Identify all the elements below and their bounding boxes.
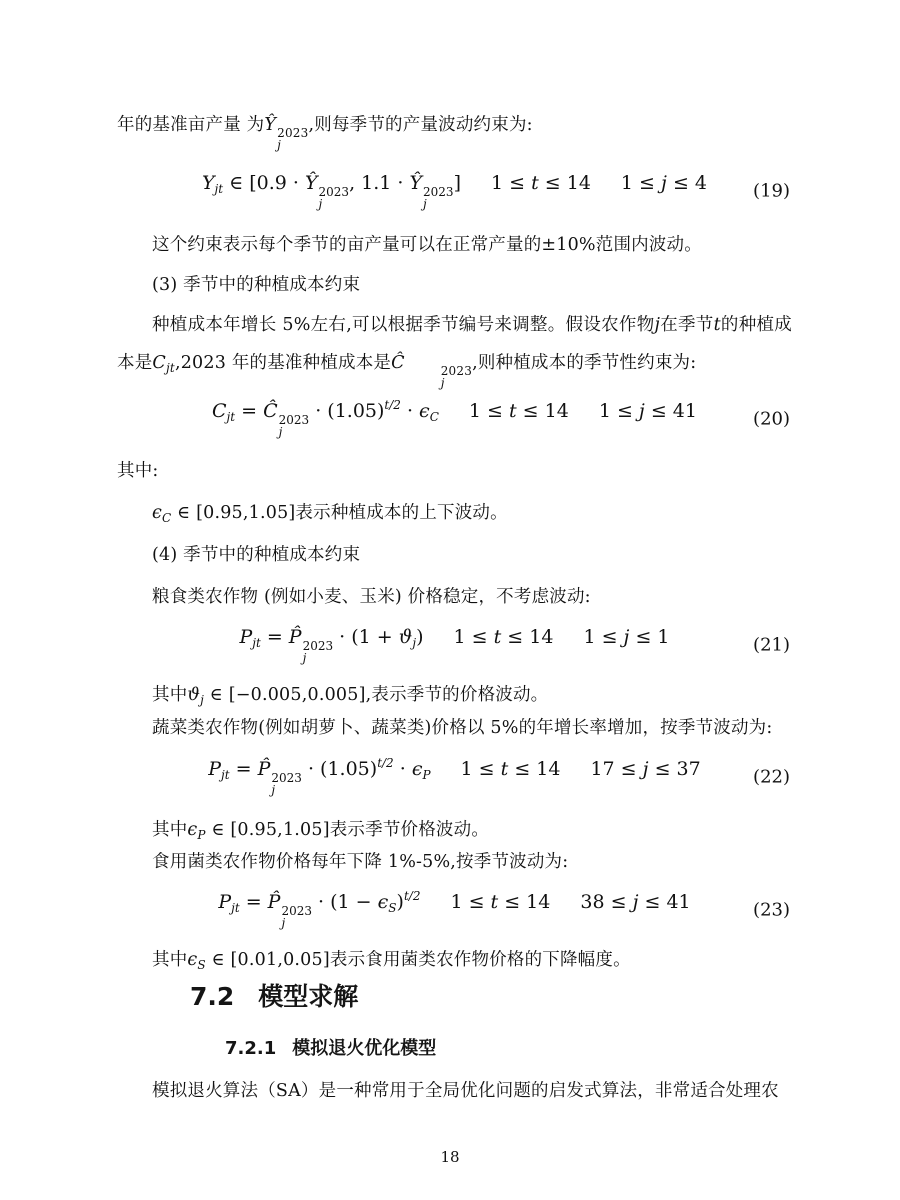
text-run: · (1.05) bbox=[301, 758, 378, 780]
text-run: = bbox=[260, 626, 289, 648]
math-superscript: t/2 bbox=[377, 756, 394, 770]
math-superscript: t/2 bbox=[403, 889, 421, 903]
math-supsub bbox=[271, 772, 302, 796]
math-variable: P̂ bbox=[288, 626, 302, 648]
text-run: ∈ [0.9 · bbox=[223, 172, 305, 194]
math-subscript: j bbox=[271, 783, 276, 797]
text-run: (3) 季节中的种植成本约束 bbox=[152, 275, 361, 295]
text-run: 其中: bbox=[117, 461, 159, 481]
math-subscript: j bbox=[318, 197, 323, 211]
text-run: ≤ 37 bbox=[648, 758, 701, 780]
math-variable: P̂ bbox=[257, 758, 271, 780]
text-run: ≤ 14 bbox=[498, 891, 551, 913]
paragraph bbox=[117, 536, 792, 574]
page-number: 18 bbox=[440, 1148, 460, 1166]
text-run: ≤ 41 bbox=[638, 891, 691, 913]
math-supsub bbox=[406, 365, 472, 389]
text-run: 种植成本年增长 5%左右,可以根据季节编号来调整。假设农作物 bbox=[152, 315, 655, 335]
text-run: ∈ [0.95,1.05]表示季节价格波动。 bbox=[205, 820, 490, 840]
math-variable: j bbox=[632, 891, 639, 913]
text-run: ,2023 年的基准种植成本是 bbox=[174, 353, 392, 373]
text-run: 在季节 bbox=[660, 315, 714, 335]
math-supsub bbox=[277, 127, 308, 151]
text-run: ≤ 41 bbox=[644, 400, 697, 422]
math-subscript: j bbox=[278, 425, 283, 439]
math-subscript: C bbox=[429, 410, 439, 424]
paragraph bbox=[117, 306, 792, 389]
equation-body bbox=[239, 626, 669, 664]
equation-number: (20) bbox=[753, 408, 790, 430]
math-variable: ϵ bbox=[187, 950, 198, 970]
subsection-number: 7.2.1 bbox=[225, 1038, 277, 1059]
equation bbox=[117, 754, 792, 800]
math-subscript: S bbox=[388, 901, 397, 915]
equation-body bbox=[218, 891, 690, 929]
text-run: ) bbox=[416, 626, 424, 648]
math-subscript: j bbox=[281, 916, 286, 930]
paragraph bbox=[117, 266, 792, 304]
math-variable: j bbox=[661, 172, 667, 194]
text-run: = bbox=[239, 891, 268, 913]
text-run: 1 ≤ bbox=[620, 172, 662, 194]
math-variable: t bbox=[531, 172, 539, 194]
math-subscript: jt bbox=[214, 182, 224, 196]
math-subscript: j bbox=[200, 693, 205, 707]
text-run: ) bbox=[396, 891, 404, 913]
math-superscript: 2023 bbox=[271, 771, 302, 785]
math-subscript: P bbox=[422, 768, 431, 782]
math-supsub bbox=[279, 414, 310, 438]
text-run: ≤ 4 bbox=[666, 172, 708, 194]
text-run: 1 ≤ bbox=[450, 891, 491, 913]
text-run: 1 ≤ bbox=[460, 758, 501, 780]
section-heading bbox=[190, 980, 358, 1014]
math-variable: j bbox=[654, 315, 661, 335]
math-variable: Ĉ bbox=[391, 353, 405, 373]
equation-number: (21) bbox=[753, 634, 790, 656]
equation-number: (22) bbox=[753, 766, 790, 788]
math-variable: P bbox=[239, 626, 253, 648]
math-variable: j bbox=[623, 626, 630, 648]
paragraph bbox=[117, 106, 792, 151]
math-subscript: j bbox=[412, 636, 417, 650]
text-run: (4) 季节中的种植成本约束 bbox=[152, 545, 361, 565]
text-run: 年的基准亩产量 为 bbox=[117, 115, 265, 135]
math-subscript: jt bbox=[226, 410, 236, 424]
paragraph bbox=[117, 843, 792, 881]
math-superscript: 2023 bbox=[277, 126, 309, 140]
math-superscript: 2023 bbox=[302, 639, 334, 653]
math-variable: ϵ bbox=[187, 820, 198, 840]
math-subscript: P bbox=[197, 828, 206, 842]
math-supsub bbox=[423, 186, 454, 210]
section-title: 模型求解 bbox=[258, 982, 359, 1011]
section-number: 7.2 bbox=[190, 982, 235, 1011]
math-subscript: j bbox=[440, 376, 445, 390]
text-run: 1 ≤ bbox=[468, 400, 509, 422]
math-subscript: jt bbox=[221, 768, 230, 782]
text-run: ≤ 14 bbox=[516, 400, 569, 422]
math-superscript: 2023 bbox=[318, 185, 350, 199]
math-variable: C bbox=[211, 400, 227, 422]
text-run: 1 ≤ bbox=[583, 626, 624, 648]
text-run: ∈ [0.01,0.05]表示食用菌类农作物价格的下降幅度。 bbox=[205, 950, 631, 970]
math-variable: j bbox=[638, 400, 645, 422]
math-variable: ϵ bbox=[377, 891, 389, 913]
text-run: 38 ≤ bbox=[580, 891, 633, 913]
text-run: 这个约束表示每个季节的亩产量可以在正常产量的±10%范围内波动。 bbox=[152, 235, 702, 255]
math-variable: ϵ bbox=[152, 503, 163, 523]
math-superscript: 2023 bbox=[281, 904, 313, 918]
equation bbox=[117, 396, 792, 442]
text-run: ≤ 1 bbox=[629, 626, 670, 648]
equation bbox=[117, 887, 792, 933]
paragraph bbox=[117, 709, 792, 747]
math-supsub bbox=[303, 640, 334, 664]
text-run: 1 ≤ bbox=[598, 400, 639, 422]
math-subscript: jt bbox=[252, 636, 261, 650]
equation-body bbox=[202, 172, 707, 210]
text-run: · (1.05) bbox=[309, 400, 385, 422]
math-variable: Ŷ bbox=[304, 172, 318, 194]
math-variable: Ŷ bbox=[264, 115, 277, 135]
text-run: , 1.1 · bbox=[349, 172, 410, 194]
text-run: · bbox=[393, 758, 412, 780]
math-variable: ϵ bbox=[419, 400, 430, 422]
math-variable: P̂ bbox=[267, 891, 281, 913]
text-run: ∈ [−0.005,0.005],表示季节的价格波动。 bbox=[204, 685, 549, 705]
equation bbox=[117, 622, 792, 668]
text-run: 其中 bbox=[152, 820, 188, 840]
equation-number: (23) bbox=[753, 899, 790, 921]
text-run: 其中 bbox=[152, 950, 188, 970]
math-variable: Ŷ bbox=[409, 172, 423, 194]
text-run: = bbox=[235, 400, 264, 422]
equation-body bbox=[212, 400, 697, 438]
text-run: 17 ≤ bbox=[590, 758, 643, 780]
math-supsub bbox=[319, 186, 350, 210]
text-run: 模拟退火算法（SA）是一种常用于全局优化问题的启发式算法，非常适合处理农 bbox=[152, 1081, 779, 1101]
math-subscript: jt bbox=[166, 361, 175, 375]
math-variable: ϵ bbox=[411, 758, 423, 780]
text-run: ≤ 14 bbox=[501, 626, 554, 648]
math-superscript: t/2 bbox=[384, 398, 401, 412]
text-run: = bbox=[229, 758, 258, 780]
text-run: 1 ≤ bbox=[491, 172, 532, 194]
text-run: ≤ 14 bbox=[508, 758, 561, 780]
math-subscript: C bbox=[162, 511, 172, 525]
text-run: ,则种植成本的季节性约束为: bbox=[472, 353, 697, 373]
text-run: · (1 + bbox=[333, 626, 399, 648]
math-supsub bbox=[281, 905, 312, 929]
math-subscript: j bbox=[277, 138, 282, 152]
text-run: ] bbox=[453, 172, 461, 194]
math-variable: ϑ bbox=[187, 685, 201, 705]
math-variable: t bbox=[508, 400, 517, 422]
math-variable: P bbox=[218, 891, 232, 913]
text-run: ∈ [0.95,1.05]表示种植成本的上下波动。 bbox=[171, 503, 508, 523]
text-run: ,则每季节的产量波动约束为: bbox=[308, 115, 533, 135]
math-subscript: jt bbox=[231, 901, 240, 915]
equation-body bbox=[208, 758, 701, 796]
equation bbox=[117, 168, 792, 214]
text-run: · (1 − bbox=[312, 891, 378, 913]
math-variable: j bbox=[642, 758, 649, 780]
math-variable: ϑ bbox=[398, 626, 413, 648]
paragraph bbox=[117, 1072, 792, 1110]
paragraph bbox=[117, 226, 792, 264]
text-run: 蔬菜类农作物(例如胡萝卜、蔬菜类)价格以 5%的年增长率增加，按季节波动为: bbox=[152, 718, 773, 738]
paragraph bbox=[117, 452, 792, 490]
paragraph bbox=[117, 578, 792, 616]
math-variable: t bbox=[713, 315, 721, 335]
math-subscript: j bbox=[423, 197, 427, 211]
math-variable: Ĉ bbox=[263, 400, 278, 422]
math-subscript: j bbox=[302, 651, 307, 665]
text-run: 的种植成本是 bbox=[117, 315, 792, 373]
paragraph bbox=[117, 494, 792, 532]
math-superscript: 2023 bbox=[278, 413, 310, 427]
equation-number: (19) bbox=[753, 180, 790, 202]
text-run: 其中 bbox=[152, 685, 188, 705]
text-run: 1 ≤ bbox=[453, 626, 494, 648]
text-run: 食用菌类农作物价格每年下降 1%-5%,按季节波动为: bbox=[152, 852, 569, 872]
math-variable: t bbox=[500, 758, 509, 780]
text-run: ≤ 14 bbox=[538, 172, 591, 194]
math-variable: t bbox=[493, 626, 502, 648]
math-superscript: 2023 bbox=[423, 185, 454, 199]
text-run: · bbox=[400, 400, 420, 422]
paragraph bbox=[117, 941, 792, 979]
math-superscript: 2023 bbox=[440, 364, 473, 378]
math-variable: C bbox=[152, 353, 166, 373]
math-variable: P bbox=[208, 758, 222, 780]
math-variable: t bbox=[490, 891, 499, 913]
subsection-heading bbox=[225, 1036, 436, 1062]
text-run: 粮食类农作物 (例如小麦、玉米) 价格稳定，不考虑波动: bbox=[152, 587, 591, 607]
math-variable: Y bbox=[201, 172, 215, 194]
math-subscript: S bbox=[197, 958, 206, 972]
subsection-title: 模拟退火优化模型 bbox=[292, 1038, 437, 1059]
